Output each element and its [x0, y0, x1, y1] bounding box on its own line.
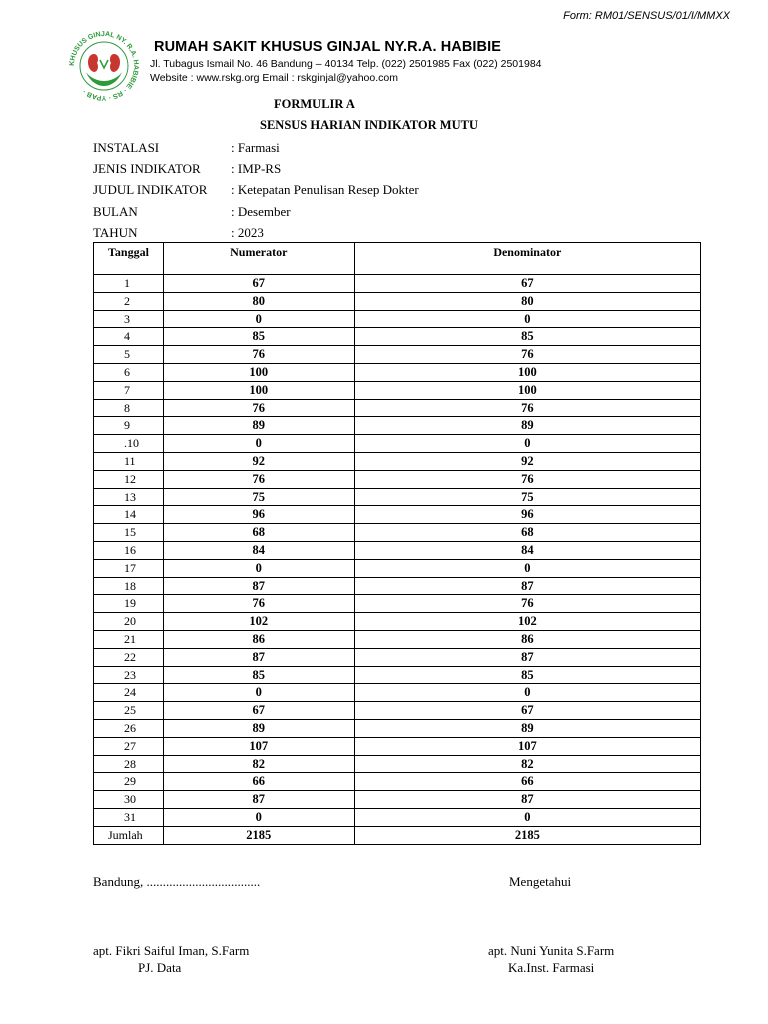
- cell-numerator: 0: [163, 435, 354, 453]
- cell-denominator: 67: [354, 275, 700, 293]
- table-row: [94, 808, 701, 826]
- table-row: [94, 470, 701, 488]
- cell-numerator: 84: [163, 541, 354, 559]
- cell-numerator: 76: [163, 399, 354, 417]
- cell-tanggal: 11: [94, 452, 164, 470]
- cell-numerator: 2185: [163, 826, 354, 844]
- form-title: FORMULIR A: [274, 97, 355, 111]
- cell-tanggal: 17: [94, 559, 164, 577]
- cell-tanggal: 14: [94, 506, 164, 524]
- cell-tanggal: 9: [94, 417, 164, 435]
- meta-label: BULAN: [93, 203, 138, 219]
- cell-numerator: 87: [163, 577, 354, 595]
- meta-row: [93, 222, 419, 243]
- meta-label: INSTALASI: [93, 139, 160, 155]
- cell-numerator: 0: [163, 559, 354, 577]
- cell-numerator: 100: [163, 381, 354, 399]
- cell-tanggal: 1: [94, 275, 164, 293]
- table-row: [94, 452, 701, 470]
- cell-denominator: 86: [354, 630, 700, 648]
- table-row: [94, 541, 701, 559]
- cell-numerator: 0: [163, 310, 354, 328]
- table-row: [94, 630, 701, 648]
- meta-row: [93, 201, 419, 222]
- cell-tanggal: 24: [94, 684, 164, 702]
- table-row: [94, 613, 701, 631]
- header-tanggal: Tanggal: [94, 243, 164, 275]
- cell-numerator: 86: [163, 630, 354, 648]
- table-row: [94, 399, 701, 417]
- hospital-logo: [64, 26, 144, 106]
- cell-numerator: 66: [163, 773, 354, 791]
- table-row: [94, 488, 701, 506]
- cell-numerator: 0: [163, 684, 354, 702]
- cell-tanggal: 31: [94, 808, 164, 826]
- cell-denominator: 87: [354, 791, 700, 809]
- table-row: [94, 702, 701, 720]
- cell-denominator: 84: [354, 541, 700, 559]
- cell-denominator: 66: [354, 773, 700, 791]
- meta-value: : Farmasi: [231, 139, 280, 155]
- cell-denominator: 89: [354, 719, 700, 737]
- cell-denominator: 96: [354, 506, 700, 524]
- cell-denominator: 82: [354, 755, 700, 773]
- cell-tanggal: 22: [94, 648, 164, 666]
- table-row: [94, 791, 701, 809]
- form-meta: [93, 137, 419, 243]
- table-row: [94, 363, 701, 381]
- cell-denominator: 107: [354, 737, 700, 755]
- cell-numerator: 82: [163, 755, 354, 773]
- cell-numerator: 68: [163, 524, 354, 542]
- table-row: [94, 737, 701, 755]
- cell-numerator: 67: [163, 275, 354, 293]
- cell-denominator: 87: [354, 577, 700, 595]
- place-date: Bandung, ...................................: [93, 874, 261, 889]
- cell-numerator: 89: [163, 719, 354, 737]
- cell-tanggal: 2: [94, 292, 164, 310]
- cell-numerator: 92: [163, 452, 354, 470]
- table-row: [94, 328, 701, 346]
- table-row: [94, 595, 701, 613]
- signatory-right-role: Ka.Inst. Farmasi: [508, 960, 595, 975]
- table-row: [94, 381, 701, 399]
- meta-label: JUDUL INDIKATOR: [93, 182, 208, 198]
- cell-denominator: 102: [354, 613, 700, 631]
- table-row: [94, 684, 701, 702]
- cell-tanggal: 12: [94, 470, 164, 488]
- cell-tanggal: 18: [94, 577, 164, 595]
- cell-denominator: 100: [354, 363, 700, 381]
- cell-denominator: 2185: [354, 826, 700, 844]
- cell-denominator: 75: [354, 488, 700, 506]
- cell-numerator: 102: [163, 613, 354, 631]
- cell-denominator: 67: [354, 702, 700, 720]
- cell-numerator: 76: [163, 470, 354, 488]
- form-code: Form: RM01/SENSUS/01/I/MMXX: [563, 10, 730, 22]
- table-row: [94, 773, 701, 791]
- cell-numerator: 0: [163, 808, 354, 826]
- signatory-right-name: apt. Nuni Yunita S.Farm: [488, 943, 615, 958]
- meta-label: JENIS INDIKATOR: [93, 160, 201, 176]
- cell-denominator: 0: [354, 808, 700, 826]
- cell-denominator: 76: [354, 399, 700, 417]
- table-row: [94, 648, 701, 666]
- table-row: [94, 435, 701, 453]
- cell-tanggal: 19: [94, 595, 164, 613]
- cell-denominator: 0: [354, 559, 700, 577]
- cell-denominator: 0: [354, 310, 700, 328]
- hospital-address: Jl. Tubagus Ismail No. 46 Bandung – 40134 Telp. (022) 2501985 Fax (022) 2501984: [150, 58, 542, 70]
- cell-numerator: 75: [163, 488, 354, 506]
- meta-value: : IMP-RS: [231, 160, 282, 176]
- meta-row: [93, 158, 419, 179]
- meta-value: : 2023: [231, 224, 264, 240]
- cell-tanggal: 30: [94, 791, 164, 809]
- table-total-row: [94, 826, 701, 844]
- cell-tanggal: 15: [94, 524, 164, 542]
- cell-numerator: 89: [163, 417, 354, 435]
- table-row: [94, 310, 701, 328]
- meta-row: [93, 137, 419, 158]
- cell-numerator: 87: [163, 791, 354, 809]
- cell-numerator: 85: [163, 328, 354, 346]
- cell-denominator: 76: [354, 470, 700, 488]
- cell-denominator: 100: [354, 381, 700, 399]
- cell-numerator: 76: [163, 595, 354, 613]
- cell-tanggal: 4: [94, 328, 164, 346]
- table-row: [94, 346, 701, 364]
- form-subtitle: SENSUS HARIAN INDIKATOR MUTU: [260, 118, 478, 132]
- cell-numerator: 76: [163, 346, 354, 364]
- cell-numerator: 100: [163, 363, 354, 381]
- meta-label: TAHUN: [93, 224, 138, 240]
- hospital-contact: Website : www.rskg.org Email : rskginjal@yahoo.com: [150, 72, 398, 84]
- logo-ring-text: KHUSUS GINJAL NY. R.A. HABIBIE · RS · YPAB ·: [68, 30, 140, 102]
- table-row: [94, 275, 701, 293]
- cell-tanggal: 13: [94, 488, 164, 506]
- cell-tanggal: 21: [94, 630, 164, 648]
- table-row: [94, 666, 701, 684]
- cell-denominator: 76: [354, 595, 700, 613]
- table-row: [94, 292, 701, 310]
- cell-denominator: 89: [354, 417, 700, 435]
- cell-denominator: 85: [354, 328, 700, 346]
- cell-denominator: 85: [354, 666, 700, 684]
- cell-tanggal: 23: [94, 666, 164, 684]
- cell-tanggal: 20: [94, 613, 164, 631]
- table-header-row: [94, 243, 701, 275]
- table-row: [94, 577, 701, 595]
- cell-tanggal: 3: [94, 310, 164, 328]
- cell-tanggal: 16: [94, 541, 164, 559]
- cell-numerator: 87: [163, 648, 354, 666]
- cell-denominator: 92: [354, 452, 700, 470]
- table-row: [94, 524, 701, 542]
- cell-numerator: 85: [163, 666, 354, 684]
- meta-value: : Desember: [231, 203, 291, 219]
- cell-numerator: 67: [163, 702, 354, 720]
- cell-tanggal: 7: [94, 381, 164, 399]
- cell-denominator: 76: [354, 346, 700, 364]
- hospital-name: RUMAH SAKIT KHUSUS GINJAL NY.R.A. HABIBIE: [154, 39, 502, 55]
- cell-numerator: 80: [163, 292, 354, 310]
- census-table: [93, 242, 701, 845]
- cell-tanggal: 27: [94, 737, 164, 755]
- table-row: [94, 559, 701, 577]
- cell-tanggal: 6: [94, 363, 164, 381]
- acknowledged-label: Mengetahui: [509, 874, 572, 889]
- cell-tanggal: 28: [94, 755, 164, 773]
- cell-denominator: 0: [354, 435, 700, 453]
- cell-denominator: 80: [354, 292, 700, 310]
- cell-tanggal: 8: [94, 399, 164, 417]
- cell-tanggal: 5: [94, 346, 164, 364]
- cell-numerator: 107: [163, 737, 354, 755]
- signatory-left-name: apt. Fikri Saiful Iman, S.Farm: [93, 943, 250, 958]
- meta-value: : Ketepatan Penulisan Resep Dokter: [231, 182, 419, 198]
- signatory-left-role: PJ. Data: [138, 960, 182, 975]
- table-row: [94, 755, 701, 773]
- cell-tanggal: .10: [94, 435, 164, 453]
- cell-numerator: 96: [163, 506, 354, 524]
- meta-row: [93, 180, 419, 201]
- cell-denominator: 0: [354, 684, 700, 702]
- cell-tanggal: 25: [94, 702, 164, 720]
- table-row: [94, 719, 701, 737]
- cell-tanggal: 26: [94, 719, 164, 737]
- table-row: [94, 417, 701, 435]
- cell-denominator: 68: [354, 524, 700, 542]
- cell-denominator: 87: [354, 648, 700, 666]
- cell-tanggal: Jumlah: [94, 826, 164, 844]
- header-denominator: Denominator: [354, 243, 700, 275]
- header-numerator: Numerator: [163, 243, 354, 275]
- cell-tanggal: 29: [94, 773, 164, 791]
- table-row: [94, 506, 701, 524]
